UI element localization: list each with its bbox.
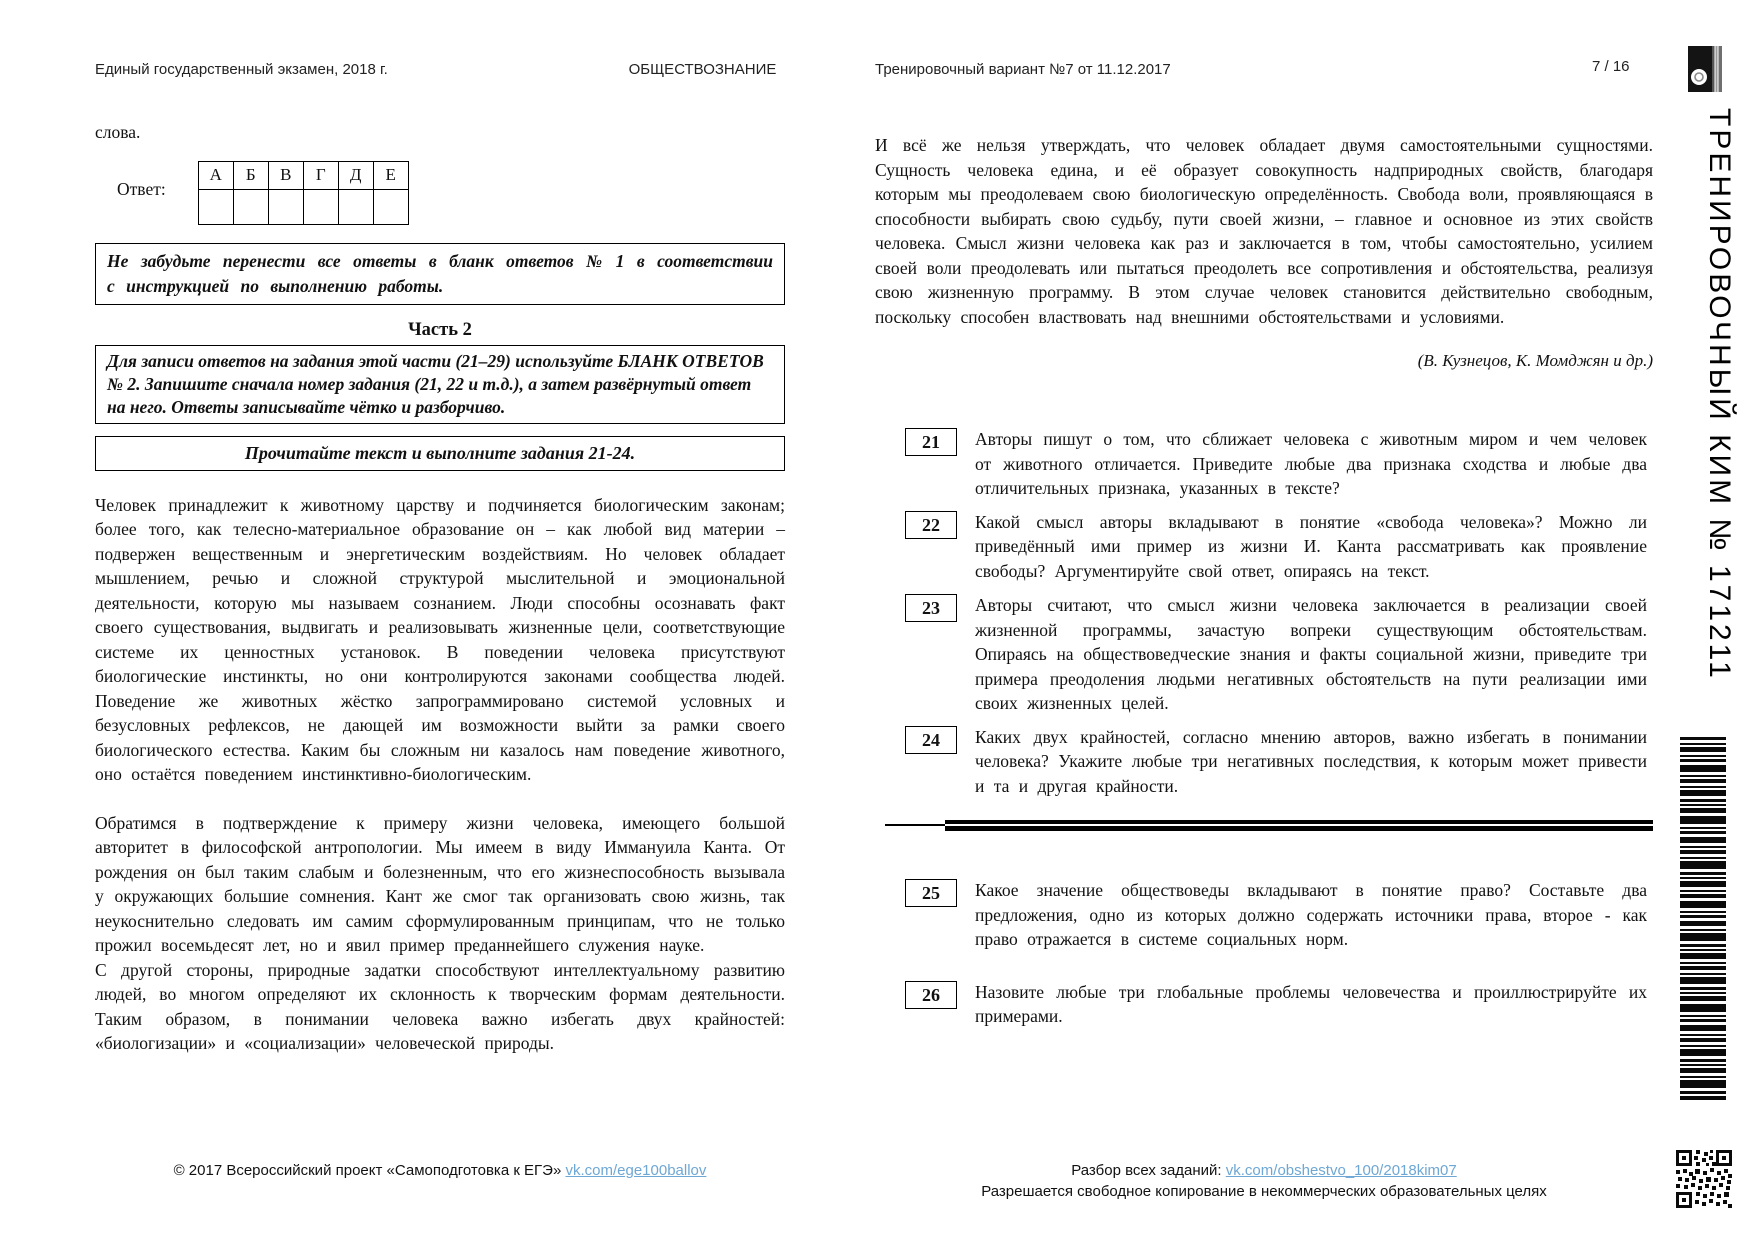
source-text-paragraph-3: С другой стороны, природные задатки способствуют интеллектуальному развитию людей, во многом определяют их склонность к творческим формам деятельности. Таким образом, в понимании человека важно избегать двух крайностей: «биологизации» и «социализации» человеческой природы.	[95, 959, 785, 1053]
kim-vertical-label: ТРЕНИРОВОЧНЫЙ КИМ № 171211	[1703, 108, 1736, 681]
text-attribution: (В. Кузнецов, К. Момджян и др.)	[1417, 351, 1653, 370]
task-23-text: Авторы считают, что смысл жизни человека заключается в реализации своей жизненной программы, зачастую вопреки существующим обстоятельствам. Опираясь на обществоведческие знания и факты социальной жизни, приведите три примера преодоления людьми негативных обстоятельств на пути реализации ими своих жизненных целей.	[975, 595, 1647, 713]
header-page-number: 7 / 16	[1592, 58, 1630, 75]
source-text-paragraph-4: И всё же нельзя утверждать, что человек обладает двумя самостоятельными сущностями. Сущность человека едина, и её образует совокупность надприродных свойств, благодаря которым мы преодолеваем свою биологическую определённость. Свобода воли, проявляющаяся в способности выбирать свою судьбу, пути своей жизни, – главное и основное из этих свойств человека. Смысл жизни человека как раз и заключается в том, чтобы самостоятельно, усилием своей воли преодолевать или пытаться преодолеть все сопротивления и обстоятельства, реализуя свою жизненную программу. В этом случае человек становится действительно свободным, поскольку способен властвовать над внешними обстоятельствами и условиями.	[875, 135, 1653, 327]
answer-cell-blank[interactable]	[233, 189, 268, 224]
task-25-text: Какое значение обществоведы вкладывают в понятие право? Составьте два предложения, одно из которых должно содержать источники права, второе - как право отражается в системе социальных норм.	[975, 880, 1647, 949]
section-separator	[885, 820, 1653, 834]
task-23-number-box: 23	[905, 594, 957, 622]
license-note: Разрешается свободное копирование в некоммерческих образовательных целях	[981, 1183, 1547, 1200]
project-logo-icon	[1688, 46, 1722, 97]
separator-thin-line	[885, 824, 945, 826]
answer-cell-blank[interactable]	[198, 189, 233, 224]
task-26-text: Назовите любые три глобальные проблемы человечества и проиллюстрируйте их примерами.	[975, 981, 1647, 1026]
answer-table	[198, 161, 409, 225]
task-25	[875, 878, 1653, 952]
note-part2-instructions-box: Для записи ответов на задания этой части (21–29) используйте БЛАНК ОТВЕТОВ № 2. Запишите сначала номер задания (21, 22 и т.д.), а затем развёрнутый ответ на него. Ответы записывайте чётко и разборчиво.	[95, 345, 785, 424]
source-text-paragraph-1: Человек принадлежит к животному царству и подчиняется биологическим законам; более того, как телесно-материальное образование он – как любой вид материи – подвержен вещественным и энергетическим воздействиям. Но человек обладает мышлением, речью и сложной структурой мыслительной и эмоциональной деятельности, которую мы называем сознанием. Люди способны осознавать факт своего существования, выдвигать и реализовывать жизненные цели, соответствующие системе их ценностных установок. В поведении человека присутствуют биологические инстинкты, но они контролируются законами сообщества людей. Поведение же животных жёстко запрограммировано системой условных и безусловных рефлексов, не дающей им возможности выйти за рамки своего биологического естества. Каким бы сложным ни казалось нам поведение животного, оно остаётся поведением инстинктивно-биологическим.	[95, 494, 785, 784]
header-subject: ОБЩЕСТВОЗНАНИЕ	[628, 61, 777, 78]
left-column	[95, 120, 785, 1056]
task-24-text: Каких двух крайностей, согласно мнению авторов, важно избегать в понимании человека? Укажите любые три негативных последствия, к которым может привести и та и другая крайности.	[975, 726, 1647, 796]
task-21-number-box: 21	[905, 428, 957, 456]
task-22-number-box: 22	[905, 511, 957, 539]
solutions-link[interactable]: vk.com/obshestvo_100/2018kim07	[1225, 1162, 1457, 1179]
answer-cell-letter: Д	[338, 161, 373, 189]
task-22-text: Какой смысл авторы вкладывают в понятие «свобода человека»? Можно ли приведённый ими пример из жизни И. Канта рассматривать как проявление свободы? Аргументируйте свой ответ, опираясь на текст.	[975, 511, 1647, 581]
answer-cell-blank[interactable]	[268, 189, 303, 224]
task-25-number-box: 25	[905, 879, 957, 907]
header-exam-title: Единый государственный экзамен, 2018 г.	[95, 61, 388, 78]
left-footer	[95, 1160, 785, 1181]
task-24-number-box: 24	[905, 726, 957, 754]
answer-cell-blank[interactable]	[338, 189, 373, 224]
ege100ballov-link[interactable]: vk.com/ege100ballov	[565, 1162, 707, 1179]
answer-cell-letter: А	[198, 161, 233, 189]
solutions-line	[875, 1160, 1653, 1181]
qr-code	[1676, 1150, 1732, 1213]
right-footer	[875, 1160, 1653, 1202]
header-variant: Тренировочный вариант №7 от 11.12.2017	[875, 61, 1171, 78]
task-21-text: Авторы пишут о том, что сближает человека с животным миром и чем человек от животного отличается. Приведите любые два признака сходства и любые два отличительных признака, указанных в тексте?	[975, 429, 1647, 498]
solutions-label: Разбор всех заданий:	[1071, 1162, 1222, 1179]
answer-cell-letter: Е	[373, 161, 408, 189]
task-26-number-box: 26	[905, 981, 957, 1009]
answer-cell-blank[interactable]	[373, 189, 408, 224]
answer-cell-blank[interactable]	[303, 189, 338, 224]
task-23	[875, 593, 1653, 716]
copyright-text: © 2017 Всероссийский проект «Самоподготовка к ЕГЭ»	[173, 1162, 562, 1179]
answer-cell-letter: Б	[233, 161, 268, 189]
answer-label: Ответ:	[117, 178, 166, 199]
answer-cell-letter: В	[268, 161, 303, 189]
answer-cell-letter: Г	[303, 161, 338, 189]
note-transfer-answers-box: Не забудьте перенести все ответы в бланк ответов № 1 в соответствии с инструкцией по выполнению работы.	[95, 243, 785, 305]
note-read-text-box: Прочитайте текст и выполните задания 21-24.	[95, 436, 785, 471]
text-fragment-slova: слова.	[95, 122, 141, 142]
answer-table-input-row	[198, 189, 408, 224]
right-column	[875, 133, 1653, 1029]
task-24	[875, 725, 1653, 799]
separator-double-line	[945, 820, 1653, 831]
source-text-paragraph-2: Обратимся в подтверждение к примеру жизни человека, имеющего большой авторитет в философской антропологии. Мы имеем в виду Иммануила Канта. От рождения он был таким слабым и болезненным, что его жизнеспособность вызывала у окружающих большие сомнения. Кант же смог так организовать свою жизнь, так неукоснительно следовать им самим сформулированным принципам, что не только прожил восемьдесят лет, но и явил пример преданнейшего служения науке.	[95, 812, 785, 955]
answer-row	[95, 161, 785, 225]
task-26	[875, 980, 1653, 1029]
task-22	[875, 510, 1653, 584]
answer-table-header-row	[198, 161, 408, 189]
task-21	[875, 427, 1653, 501]
barcode	[1680, 737, 1726, 1107]
part-2-title: Часть 2	[408, 319, 472, 340]
